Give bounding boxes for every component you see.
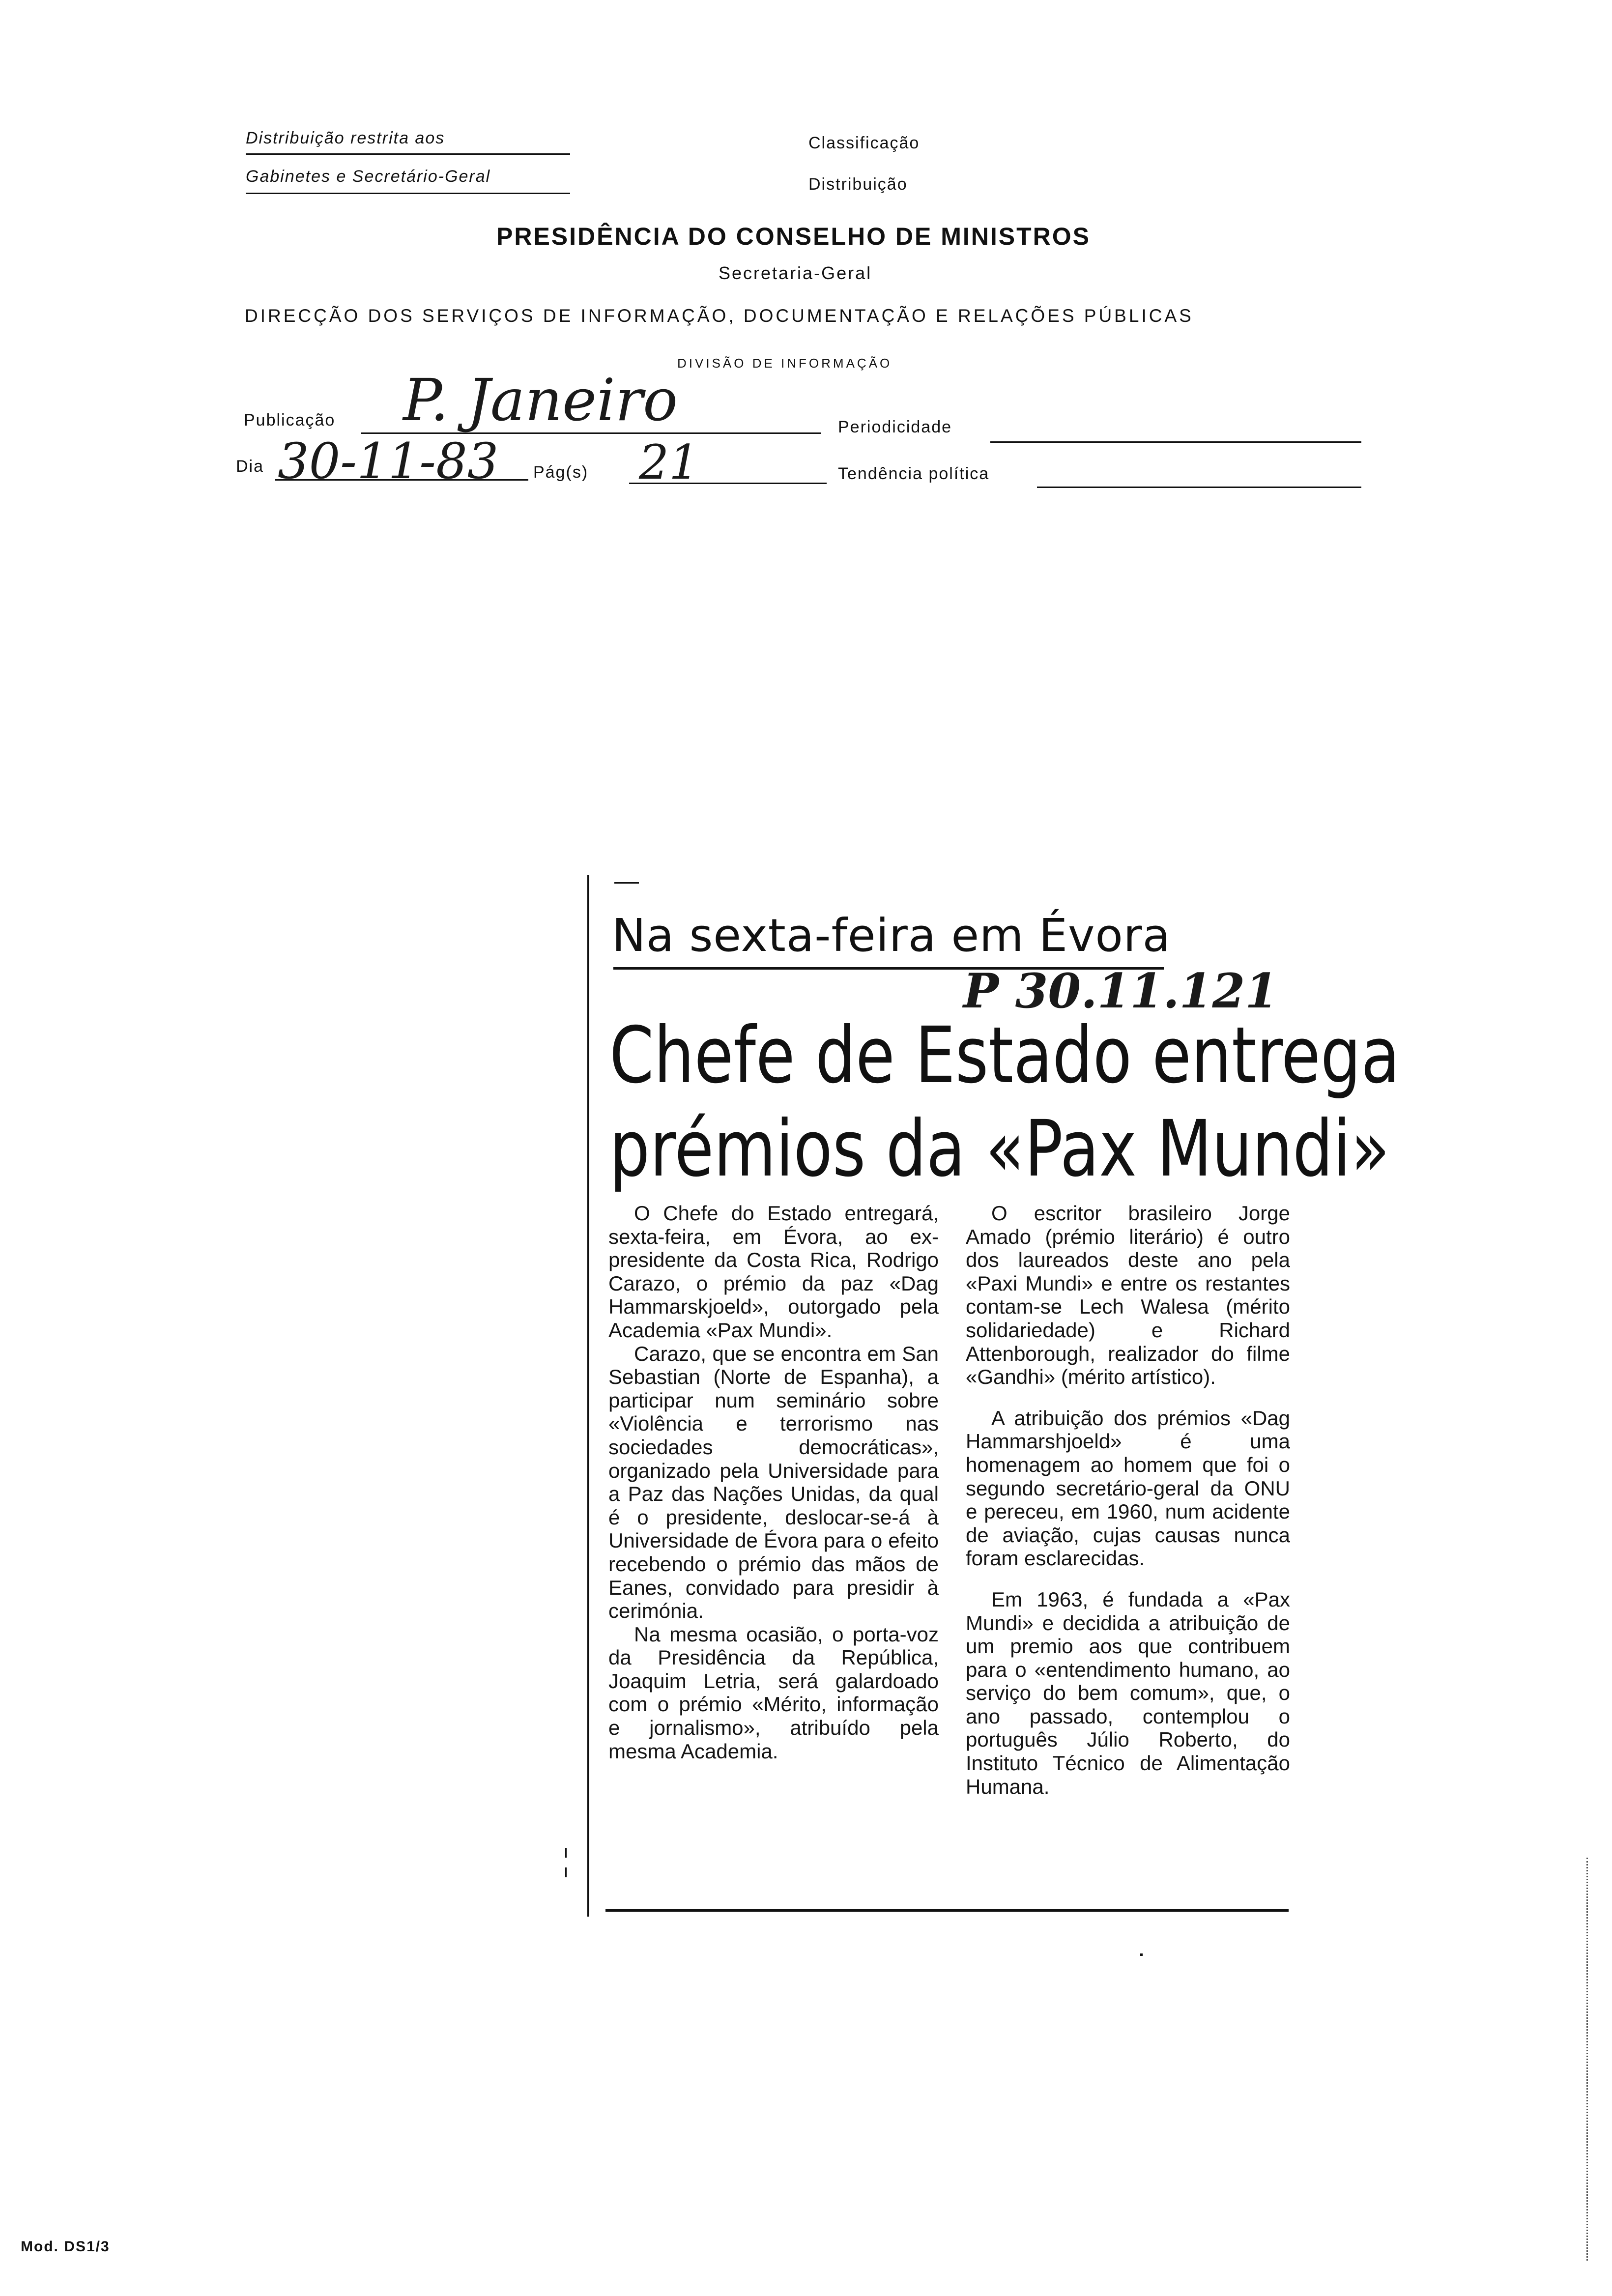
directorate-line: DIRECÇÃO DOS SERVIÇOS DE INFORMAÇÃO, DOCUMENTAÇÃO E RELAÇÕES PÚBLICAS xyxy=(245,306,1194,326)
paragraph: Na mesma ocasião, o porta-voz da Presidência da República, Joaquim Letria, será galardoado com o prémio «Mérito, informação e jornalismo», atribuído pela mesma Academia. xyxy=(608,1622,939,1763)
periodicity-label: Periodicidade xyxy=(838,418,952,436)
paragraph: Em 1963, é fundada a «Pax Mundi» e decidida a atribuição de um premio aos que contribuem para o «entendimento humano, ao serviço do bem comum», que, o ano passado, contemplou o português Júlio Roberto, do Instituto Técnico de Alimentação Humana. xyxy=(966,1587,1290,1798)
headline-line2: prémios da «Pax Mundi» xyxy=(609,1104,1390,1194)
office-subtitle: Secretaria-Geral xyxy=(719,263,872,283)
classification-label: Classificação xyxy=(808,134,920,152)
divider xyxy=(246,153,570,155)
scan-mark xyxy=(565,1848,567,1858)
publication-handwritten: P. Janeiro xyxy=(403,366,678,434)
divider xyxy=(246,193,570,194)
clipping-bottom-edge xyxy=(605,1909,1289,1912)
day-handwritten: 30-11-83 xyxy=(278,432,499,490)
paragraph: O escritor brasileiro Jorge Amado (prémio literário) é outro dos laureados deste ano pela «Paxi Mundi» e entre os restantes contam-se Lech Walesa (mérito solidariedade) e Richard Attenborough, realizador do filme «Gandhi» (mérito artístico). xyxy=(966,1202,1290,1389)
distribution-label: Distribuição xyxy=(808,175,908,194)
clipping-left-edge xyxy=(587,875,589,1917)
restricted-distribution-line1: Distribuição restrita aos xyxy=(246,129,445,147)
day-label: Dia xyxy=(236,457,264,476)
scan-mark xyxy=(565,1867,567,1877)
office-title: PRESIDÊNCIA DO CONSELHO DE MINISTROS xyxy=(496,223,1091,250)
tendency-underline xyxy=(1037,487,1361,488)
model-code: Mod. DS1/3 xyxy=(21,2239,110,2255)
division-line: DIVISÃO DE INFORMAÇÃO xyxy=(677,356,892,371)
article-column-1 xyxy=(608,1202,939,1763)
article-column-2 xyxy=(966,1202,1290,1798)
periodicity-underline xyxy=(990,441,1361,443)
scan-speck xyxy=(1140,1953,1143,1956)
paragraph: A atribuição dos prémios «Dag Hammarshjoeld» é uma homenagem ao homem que foi o segundo secretário-geral da ONU e pereceu, em 1960, num acidente de aviação, cujas causas nunca foram esclarecidas. xyxy=(966,1406,1290,1570)
pages-label: Pág(s) xyxy=(533,463,589,482)
publication-label: Publicação xyxy=(244,411,336,430)
article-kicker: Na sexta-feira em Évora xyxy=(612,909,1171,962)
restricted-distribution-line2: Gabinetes e Secretário-Geral xyxy=(246,167,491,186)
clipping-mark xyxy=(614,882,639,884)
headline-line1: Chefe de Estado entrega xyxy=(609,1010,1400,1101)
scan-edge-line xyxy=(1586,1858,1588,2261)
tendency-label: Tendência política xyxy=(838,464,990,483)
handwritten-reference: P 30.11.121 xyxy=(963,963,1278,1019)
paragraph: O Chefe do Estado entregará, sexta-feira, em Évora, ao ex-presidente da Costa Rica, Rodrigo Carazo, o prémio da paz «Dag Hammarskjoeld», outorgado pela Academia «Pax Mundi». xyxy=(608,1202,939,1342)
paragraph: Carazo, que se encontra em San Sebastian (Norte de Espanha), a participar num seminário sobre «Violência e terrorismo nas sociedades democráticas», organizado pela Universidade para a Paz das Nações Unidas, da qual é o presidente, deslocar-se-á à Universidade de Évora para o efeito recebendo o prémio das mãos de Eanes, convidado para presidir à cerimónia. xyxy=(608,1342,939,1623)
pages-handwritten: 21 xyxy=(639,435,699,490)
